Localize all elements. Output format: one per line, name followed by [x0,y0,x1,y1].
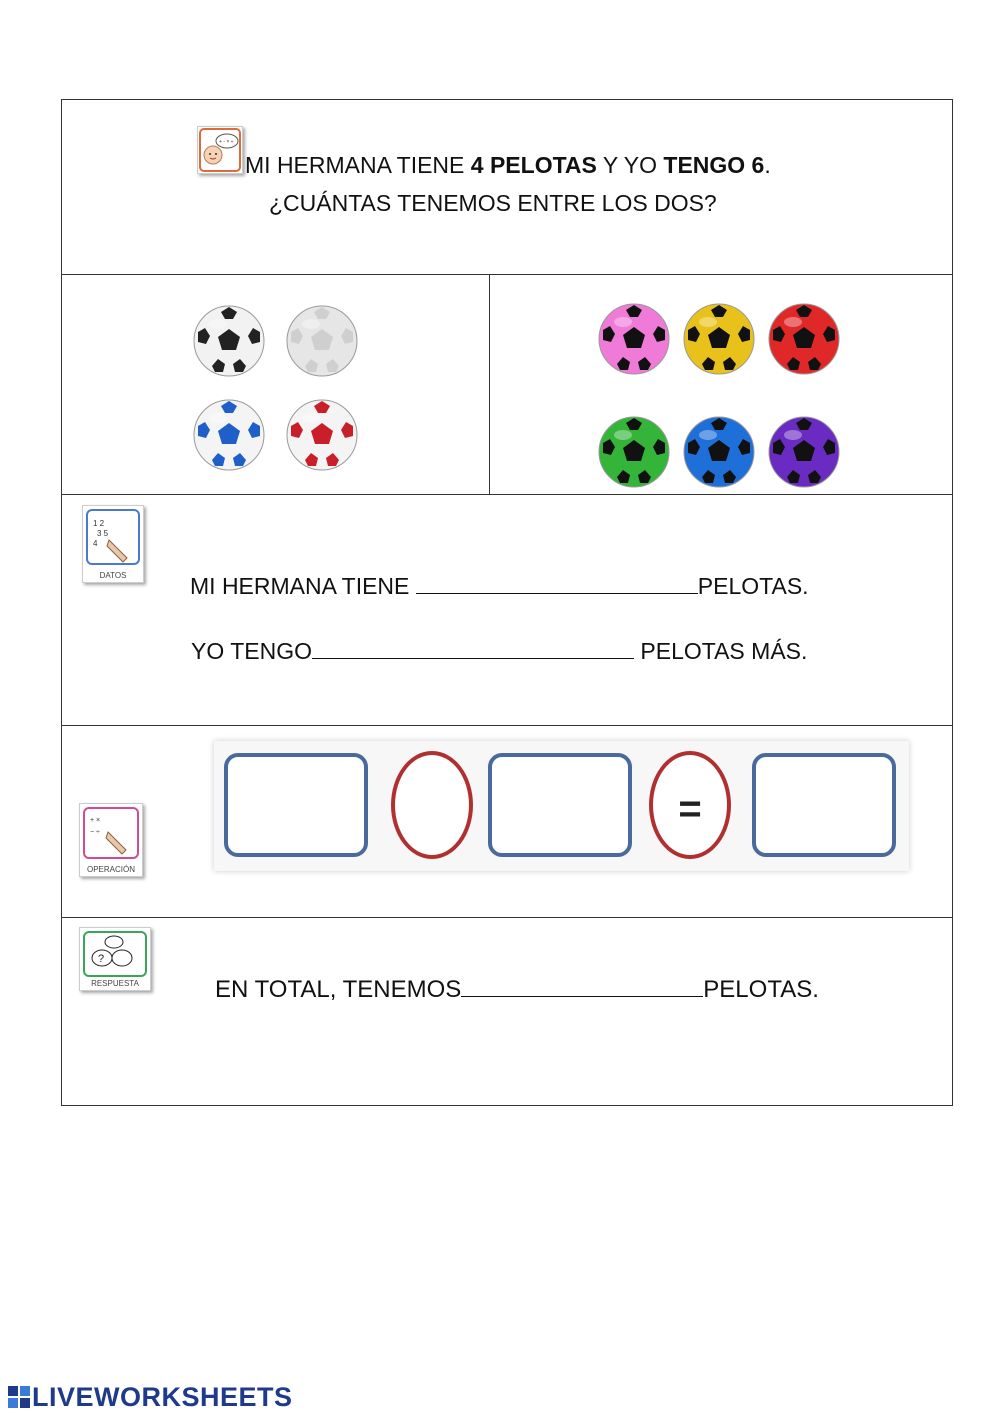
sister-ball [285,398,359,477]
my-ball [682,415,756,494]
respuesta-line [215,974,819,1004]
problem-line-1 [245,152,771,179]
total-blank[interactable] [461,974,703,997]
datos-line-1 [190,571,809,600]
problem-bold-2: TENGO 6 [663,152,765,178]
respuesta-end: PELOTAS. [703,976,819,1003]
my-ball [767,302,841,381]
problem-bold-1: 4 PELOTAS [470,152,597,178]
svg-text:1 2: 1 2 [93,519,105,528]
problem-text-1: MI HERMANA TIENE [245,152,471,178]
problem-text-end: . [764,152,771,178]
svg-text:+ ×: + × [90,817,101,824]
liveworksheets-footer [8,1382,293,1413]
equals-circle [649,751,731,859]
svg-text:4: 4 [93,539,98,548]
respuesta-row [62,918,952,1106]
liveworksheets-logo-icon [8,1386,30,1408]
datos-line-1-start: MI HERMANA TIENE [190,573,416,599]
datos-line-2 [191,636,807,665]
datos-icon [82,505,144,583]
operand-1-box[interactable] [224,753,368,857]
respuesta-icon [79,927,151,991]
sister-ball [192,304,266,383]
my-ball [597,302,671,381]
svg-text:+ - × ÷: + - × ÷ [219,139,234,145]
my-ball [767,415,841,494]
sister-ball [285,304,359,383]
problem-row [62,100,952,275]
svg-text:3 5: 3 5 [97,529,109,538]
operacion-label: OPERACIÓN [86,865,135,874]
my-count-blank[interactable] [312,636,634,659]
equals-sign: = [678,787,702,831]
datos-line-2-end: PELOTAS MÁS. [634,638,808,664]
balls-divider [489,275,490,494]
sister-ball [192,398,266,477]
my-ball [597,415,671,494]
operacion-row [62,726,952,918]
datos-line-2-start: YO TENGO [191,638,312,664]
brand-name: LIVEWORKSHEETS [32,1382,293,1412]
operator-circle[interactable] [391,751,473,859]
datos-row [62,495,952,726]
sister-count-blank[interactable] [416,571,698,594]
problem-text-2: Y YO [596,152,664,178]
datos-label: DATOS [99,571,127,580]
svg-text:?: ? [98,953,105,965]
operation-strip [214,741,909,871]
operacion-icon [79,803,143,877]
svg-text:− ÷: − ÷ [90,829,100,836]
respuesta-start: EN TOTAL, TENEMOS [215,976,462,1003]
respuesta-label: RESPUESTA [91,979,139,988]
read-problem-icon [197,126,243,174]
operand-2-box[interactable] [488,753,632,857]
worksheet [61,99,953,1106]
problem-line-2: ¿CUÁNTAS TENEMOS ENTRE LOS DOS? [269,190,717,216]
result-box[interactable] [752,753,896,857]
datos-line-1-end: PELOTAS. [697,573,809,599]
balls-row [62,275,952,495]
my-ball [682,302,756,381]
